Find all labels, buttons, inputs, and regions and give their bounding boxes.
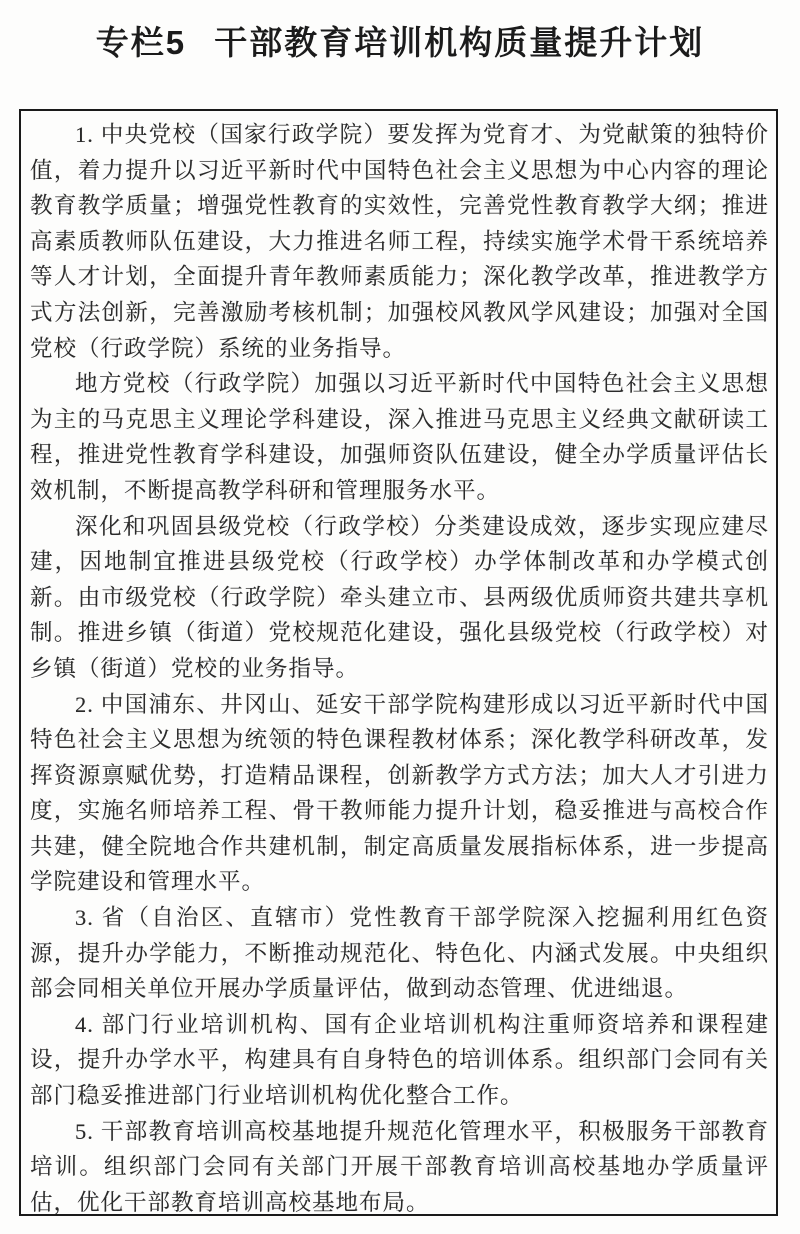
paragraph-5-university-bases: 5. 干部教育培训高校基地提升规范化管理水平，积极服务干部教育培训。组织部门会同有关部门开展干部教育培训高校基地办学质量评估，优化干部教育培训高校基地布局。 [30,1118,769,1215]
title-text: 干部教育培训机构质量提升计划 [214,24,705,61]
paragraph-1-central-party-school: 1. 中央党校（国家行政学院）要发挥为党育才、为党献策的独特价值，着力提升以习近平新时代中国特色社会主义思想为中心内容的理论教育教学质量；增强党性教育的实效性，完善党性教育教学大纲；推进高素质教师队伍建设，大力推进名师工程，持续实施学术骨干系统培养等人才计划，全面提升青年教师素质能力；深化教学改革，推进教学方式方法创新，完善激励考核机制；加强校风教风学风建设；加强对全国党校（行政学院）系统的业务指导。 [30,122,769,361]
paragraph-local-party-schools: 地方党校（行政学院）加强以习近平新时代中国特色社会主义思想为主的马克思主义理论学科建设，深入推进马克思主义经典文献研读工程，推进党性教育学科建设，加强师资队伍建设，健全办学质量评估长效机制，不断提高教学科研和管理服务水平。 [30,371,769,503]
paragraph-4-industry-training-institutions: 4. 部门行业培训机构、国有企业培训机构注重师资培养和课程建设，提升办学水平，构建具有自身特色的培训体系。组织部门会同有关部门稳妥推进部门行业培训机构优化整合工作。 [30,1011,769,1109]
paragraph-3-provincial-academies: 3. 省（自治区、直辖市）党性教育干部学院深入挖掘利用红色资源，提升办学能力，不断推动规范化、特色化、内涵式发展。中央组织部会同相关单位开展办学质量评估，做到动态管理、优进绌退。 [30,905,769,1002]
content-box [19,109,778,1216]
title-column-label: 专栏5 [95,24,187,61]
paragraph-2-cadre-academies: 2. 中国浦东、井冈山、延安干部学院构建形成以习近平新时代中国特色社会主义思想为统领的特色课程教材体系；深化教学科研改革，发挥资源禀赋优势，打造精品课程，创新教学方式方法；加大人才引进力度，实施名师培养工程、骨干教师能力提升计划，稳妥推进与高校合作共建，健全院地合作共建机制，制定高质量发展指标体系，进一步提高学院建设和管理水平。 [30,691,769,895]
paragraph-county-party-schools: 深化和巩固县级党校（行政学校）分类建设成效，逐步实现应建尽建，因地制宜推进县级党校（行政学校）办学体制改革和办学模式创新。由市级党校（行政学院）牵头建立市、县两级优质师资共建共享机制。推进乡镇（街道）党校规范化建设，强化县级党校（行政学校）对乡镇（街道）党校的业务指导。 [30,513,769,681]
page-title [0,0,800,65]
